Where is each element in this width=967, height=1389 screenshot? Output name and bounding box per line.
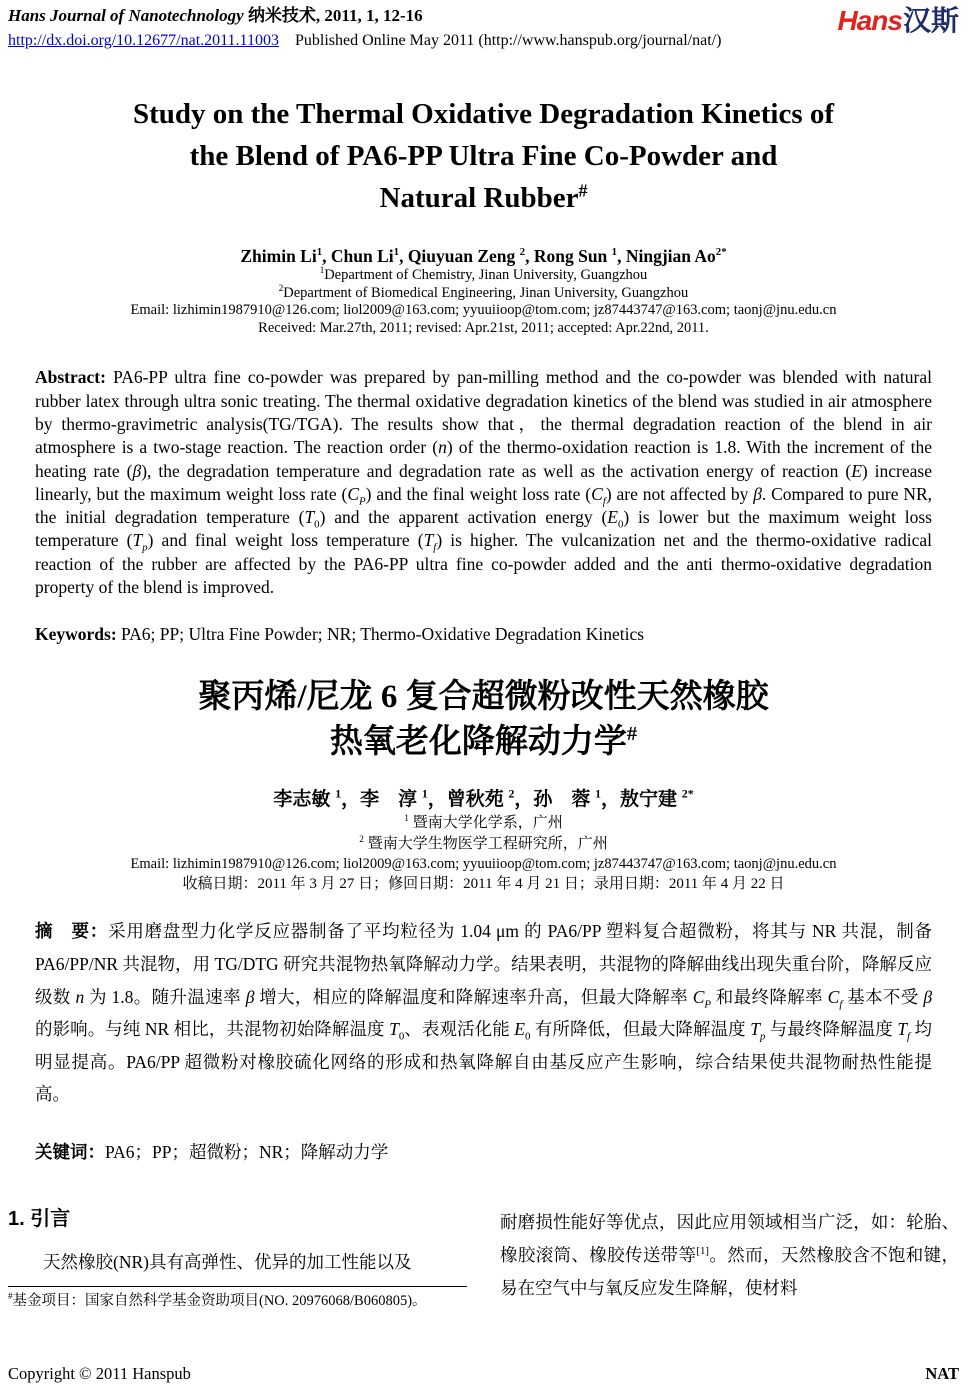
affiliation-1-english: $^1$Department of Chemistry, Jinan University, Guangzhou	[319, 265, 648, 283]
authors-line-english: Zhimin Li$^1$, Chun Li$^1$, Qiuyuan Zeng $^2$, Rong Sun $^1$, Ningjian $Ao^{2*}$	[240, 246, 727, 266]
affiliation-2-chinese: $^2$ 暨南大学生物医学工程研究所，广州	[359, 835, 608, 853]
section-1-heading: 1. 引言	[8, 1207, 71, 1230]
abstract-text-english: PA6-PP ultra fine co-powder was prepared by pan-milling method and the co-powder was blended with natural rubber latex through ultra sonic treating. The thermal oxidative degradation kinetics of the blend was studied in air atmosphere by thermo-gravimetric analysis(TG/TGA). The results show that，the thermal degradation reaction of the blend in air atmosphere is a two-stage reaction. The reaction order (n) of the thermo-oxidation reaction is 1.8. With the increment of the heating rate (β), the degradation temperature and degradation rate as well as the activation energy of reaction (E) increase linearly, but the maximum weight loss rate $(C_P)$ and the final weight loss rate $(C_f)$ are not affected by β. Compared to pure NR, the initial degradation temperature $(T_0)$ and the apparent activation energy $(E_0)$ is lower but the maximum weight loss temperature $(T_p)$ and final weight loss temperature $(T_f)$ is higher. The vulcanization net and the thermo-oxidative radical reaction of the rubber are affected by the PA6-PP ultra fine co-powder added and the anti thermo-oxidative degradation property of the blend is improved.	[35, 367, 933, 598]
footer-copyright: Copyright © 2011 Hanspub	[8, 1364, 191, 1383]
intro-two-column-section	[8, 1206, 959, 1311]
keywords-text-english: PA6; PP; Ultra Fine Powder; NR; Thermo-Oxidative Degradation Kinetics	[121, 624, 645, 645]
paper-title-chinese: 聚丙烯/尼龙 6 复合超微粉改性天然橡胶 热氧老化降解动力学#	[198, 679, 769, 761]
funding-footnote: #基金项目：国家自然科学基金资助项目(NO. 20976068/B060805)。	[8, 1286, 467, 1311]
abstract-paragraph-chinese	[35, 915, 932, 1111]
keywords-label-chinese: 关键词：	[35, 1141, 105, 1162]
paper-title-english: Study on the Thermal Oxidative Degradation Kinetics of the Blend of PA6-PP Ultra Fine Co-Powder and Natural Rubber#	[132, 98, 835, 214]
email-line-chinese: Email: lizhimin1987910@126.com; liol2009@163.com; yyuuiioop@tom.com; jz87443747@163.com; taonj@jnu.edu.cn	[130, 856, 837, 873]
doi-line	[8, 31, 721, 51]
affiliation-1-chinese: $^1$ 暨南大学化学系，广州	[404, 814, 563, 832]
page-header	[8, 5, 959, 51]
hans-publisher-logo	[838, 6, 959, 36]
logo-hans-text: Hans	[837, 5, 902, 36]
intro-left-column	[8, 1206, 467, 1311]
author-block-english	[8, 245, 959, 337]
header-left	[8, 5, 721, 51]
journal-issue-info: 纳米技术, 2011, 1, 12-16	[243, 6, 423, 25]
page-footer	[8, 1364, 959, 1384]
email-line-english: Email: lizhimin1987910@126.com; liol2009@163.com; yyuuiioop@tom.com; jz87443747@163.com; taonj@jnu.edu.cn	[130, 302, 837, 319]
received-dates-english: Received: Mar.27th, 2011; revised: Apr.21st, 2011; accepted: Apr.22nd, 2011.	[258, 319, 709, 336]
abstract-label-english: Abstract:	[35, 367, 106, 388]
journal-title-english: Hans Journal of Nanotechnology	[8, 6, 244, 25]
footer-journal-code: NAT	[925, 1364, 959, 1383]
affiliation-2-english: $^2$Department of Biomedical Engineering, Jinan University, Guangzhou	[278, 282, 689, 301]
keywords-text-chinese: PA6；PP；超微粉；NR；降解动力学	[105, 1141, 389, 1162]
abstract-text-chinese: 采用磨盘型力化学反应器制备了平均粒径为 1.04 μm 的 PA6/PP 塑料复合超微粉，将其与 NR 共混，制备 PA6/PP/NR 共混物，用 TG/DTG 研究共混物热氧降解动力学。结果表明，共混物的降解曲线出现失重台阶，降解反应级数 n 为 1.8。随升温速率 β 增大，相应的降解温度和降解速率升高，但最大降解率 $C_P$ 和最终降解率 $C_f$ 基本不受 β 的影响。与纯 NR 相比，共混物初始降解温度 $T_0$、表观活化能 $E_0$ 有所降低，但最大降解温度 $T_p$ 与最终降解温度 $T_f$ 均明显提高。PA6/PP 超微粉对橡胶硫化网络的形成和热氧降解自由基反应产生影响，综合结果使共混物耐热性能提高。	[35, 921, 933, 1105]
published-online-text: Published Online May 2011 (http://www.hanspub.org/journal/nat/)	[294, 32, 722, 49]
keywords-label-english: Keywords:	[35, 624, 117, 645]
abstract-label-chinese: 摘 要：	[35, 921, 109, 942]
keywords-line-english	[35, 623, 932, 645]
keywords-line-chinese	[35, 1140, 932, 1164]
author-block-chinese	[8, 787, 959, 895]
authors-line-chinese: 李志敏 $^1$，李 淳 $^1$，曾秋苑 $^2$，孙 蓉 $^1$，敖宁建 $^{2*}$	[273, 788, 694, 811]
doi-link[interactable]: http://dx.doi.org/10.12677/nat.2011.11003	[8, 32, 279, 49]
abstract-paragraph-english	[35, 366, 932, 599]
intro-right-column	[500, 1206, 959, 1311]
received-dates-chinese: 收稿日期：2011 年 3 月 27 日；修回日期：2011 年 4 月 21 日；录用日期：2011 年 4 月 22 日	[182, 876, 785, 893]
intro-paragraph-right: 耐磨损性能好等优点，因此应用领域相当广泛，如：轮胎、橡胶滚筒、橡胶传送带等[1]。然而，天然橡胶含不饱和键，易在空气中与氧反应发生降解，使材料	[500, 1211, 959, 1298]
intro-paragraph-left: 天然橡胶(NR)具有高弹性、优异的加工性能以及	[43, 1251, 412, 1272]
logo-hanzi-text: 汉斯	[902, 5, 959, 36]
journal-title-line	[8, 5, 721, 26]
